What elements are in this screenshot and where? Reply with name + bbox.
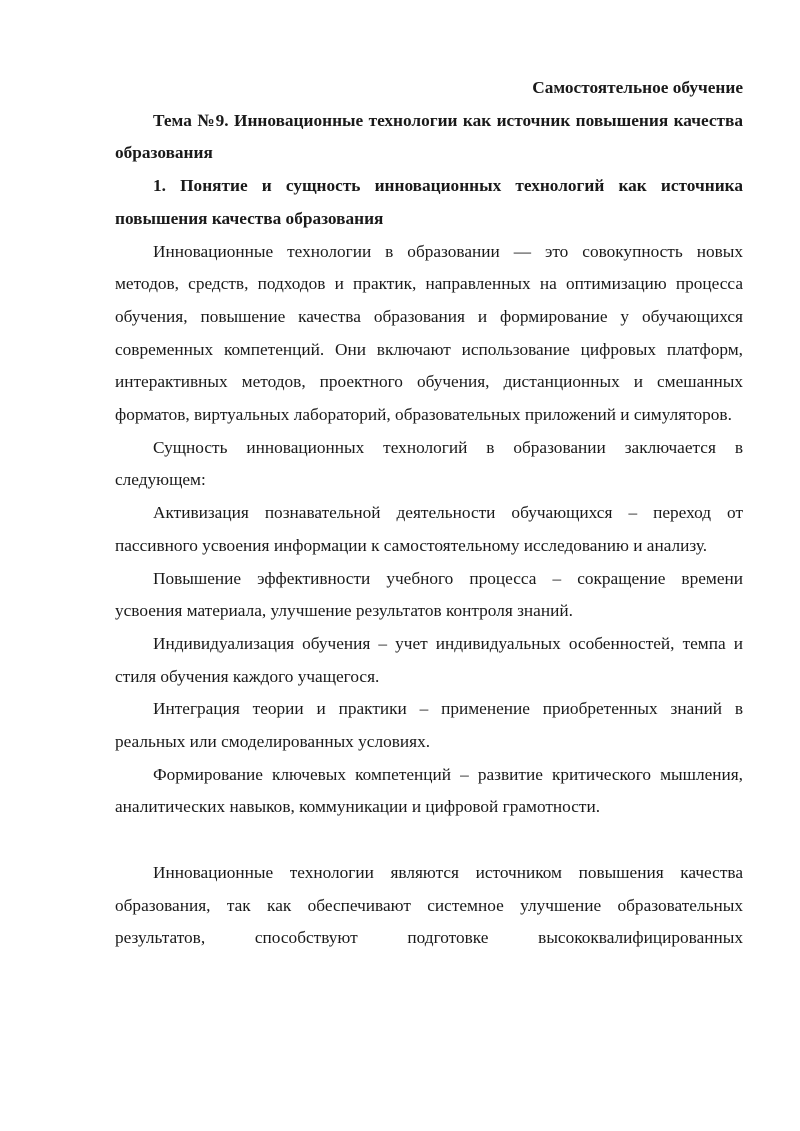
paragraph-definition: Инновационные технологии в образовании — это совокупность новых методов, средств, подходов и практик, направленных на оптимизацию процесса обучения, повышение качества образования и формирование у обучающихся современных компетенций. Они включают использование цифровых платформ, интерактивных методов, проектного обучения, дистанционных и смешанных форматов, виртуальных лабораторий, образовательных приложений и симуляторов. [115, 241, 743, 425]
document-page [115, 72, 743, 955]
paragraph-activation: Активизация познавательной деятельности обучающихся – переход от пассивного усвоения информации к самостоятельному исследованию и анализу. [115, 503, 743, 555]
paragraph-integration: Интеграция теории и практики – применение приобретенных знаний в реальных или смоделированных условиях. [115, 699, 743, 752]
paragraph-spacer [115, 824, 743, 857]
paragraph-essence-intro: Сущность инновационных технологий в образовании заключается в следующем: [115, 437, 743, 490]
section-title: 1. Понятие и сущность инновационных технологий как источника повышения качества образования [115, 176, 743, 228]
document-header: Самостоятельное обучение [532, 78, 743, 97]
paragraph-individualization: Индивидуализация обучения – учет индивидуальных особенностей, темпа и стиля обучения каждого учащегося. [115, 633, 743, 686]
topic-title: Тема №9. Инновационные технологии как источник повышения качества образования [115, 110, 743, 163]
paragraph-quality-source: Инновационные технологии являются источником повышения качества образования, так как обеспечивают системное улучшение образовательных результатов, способствуют подготовке высококвалифицированных [115, 862, 743, 948]
paragraph-competencies: Формирование ключевых компетенций – развитие критического мышления, аналитических навыков, коммуникации и цифровой грамотности. [115, 764, 743, 817]
paragraph-efficiency: Повышение эффективности учебного процесса – сокращение времени усвоения материала, улучшение результатов контроля знаний. [115, 568, 743, 621]
